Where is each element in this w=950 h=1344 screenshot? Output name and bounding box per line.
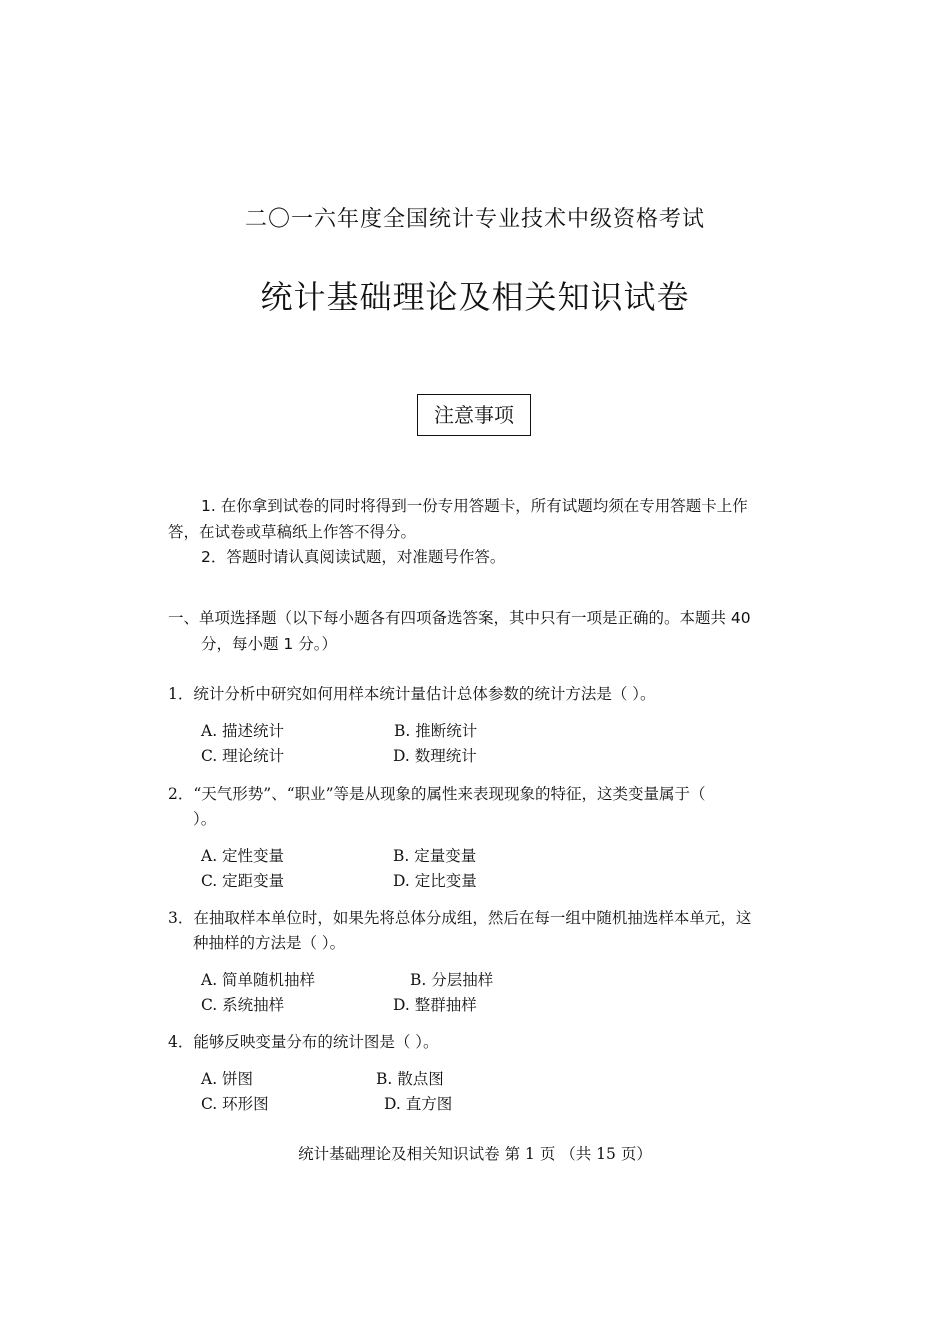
question-2-option-a: A. 定性变量 [201, 847, 285, 865]
question-2-option-c: C. 定距变量 [201, 872, 285, 890]
question-4-stem: 4．能够反映变量分布的统计图是（ ）。 [168, 1033, 439, 1051]
question-2-option-b: B. 定量变量 [393, 847, 477, 865]
question-3-option-a: A. 简单随机抽样 [201, 971, 316, 989]
question-3-option-c: C. 系统抽样 [201, 996, 285, 1014]
question-3-option-d: D. 整群抽样 [393, 996, 477, 1014]
question-1-option-a: A. 描述统计 [201, 722, 285, 740]
notice-item-1-line-1: 1. 在你拿到试卷的同时将得到一份专用答题卡，所有试题均须在专用答题卡上作 [201, 497, 748, 515]
question-1-option-c: C. 理论统计 [201, 747, 285, 765]
exam-line: 二〇一六年度全国统计专业技术中级资格考试 [244, 207, 705, 232]
page-footer: 统计基础理论及相关知识试卷 第 1 页 （共 15 页） [298, 1145, 652, 1163]
notice-item-2: 2．答题时请认真阅读试题，对准题号作答。 [201, 548, 506, 566]
question-3-option-b: B. 分层抽样 [410, 971, 494, 989]
question-1-option-d: D. 数理统计 [393, 747, 477, 765]
question-4-option-d: D. 直方图 [384, 1095, 453, 1113]
paper-title: 统计基础理论及相关知识试卷 [260, 278, 690, 316]
question-2-stem-line-2: ）。 [193, 810, 217, 828]
question-4-option-a: A. 饼图 [201, 1070, 254, 1088]
question-1-stem: 1．统计分析中研究如何用样本统计量估计总体参数的统计方法是（ ）。 [168, 685, 656, 703]
section-heading-line-1: 一、单项选择题（以下每小题各有四项备选答案，其中只有一项是正确的。本题共 40 [168, 609, 751, 627]
section-heading-line-2: 分，每小题 1 分。） [201, 635, 337, 653]
question-2-stem-line-1: 2．“天气形势”、“职业”等是从现象的属性来表现现象的特征，这类变量属于（ [168, 785, 706, 803]
notice-heading: 注意事项 [417, 394, 531, 436]
question-3-stem-line-2: 种抽样的方法是（ ）。 [193, 934, 346, 952]
question-4-option-b: B. 散点图 [376, 1070, 444, 1088]
question-1-option-b: B. 推断统计 [394, 722, 478, 740]
question-2-option-d: D. 定比变量 [393, 872, 477, 890]
notice-item-1-line-2: 答，在试卷或草稿纸上作答不得分。 [168, 523, 417, 541]
question-4-option-c: C. 环形图 [201, 1095, 269, 1113]
question-3-stem-line-1: 3．在抽取样本单位时，如果先将总体分成组，然后在每一组中随机抽选样本单元，这 [168, 909, 752, 927]
